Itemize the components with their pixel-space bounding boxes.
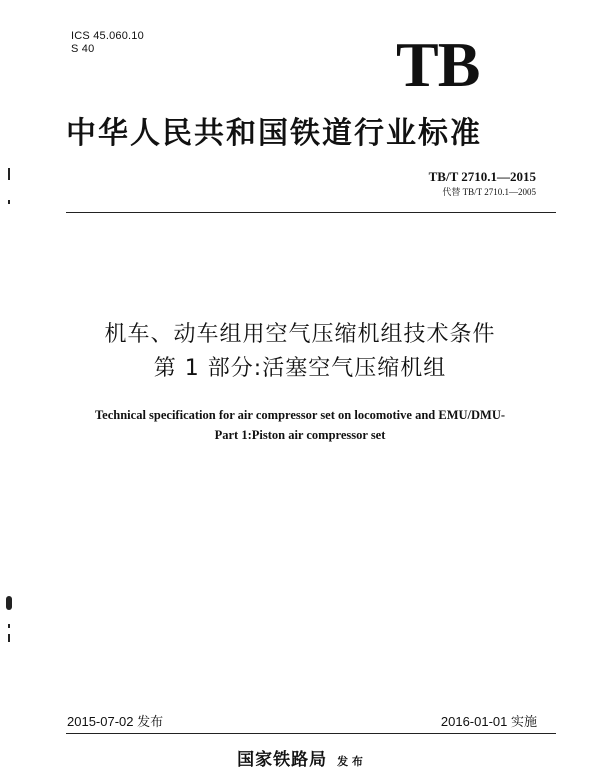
ccs-code: S 40 <box>71 43 95 55</box>
tb-logo: TB <box>396 29 480 100</box>
issue-date: 2015-07-02 发布 <box>67 714 164 729</box>
standard-number-text: TB/T 2710.1—2015 <box>428 169 536 184</box>
title-cn-line1: 机车、动车组用空气压缩机组技术条件 <box>104 322 496 347</box>
publisher-name: 国家铁路局 <box>237 750 328 770</box>
scan-artifact-1 <box>8 168 10 180</box>
publisher-verb: 发 布 <box>337 755 363 768</box>
scan-artifact-2 <box>8 200 10 204</box>
standard-type-heading: 中华人民共和国铁道行业标准 <box>66 116 482 151</box>
header-divider <box>66 212 556 213</box>
footer-divider <box>66 733 556 734</box>
implementation-date: 2016-01-01 实施 <box>440 714 537 729</box>
ics-code: ICS 45.060.10 <box>71 30 144 42</box>
scan-artifact-3 <box>6 596 12 610</box>
scan-artifact-4 <box>8 624 10 628</box>
scan-artifact-5 <box>8 634 10 642</box>
classification-block <box>71 30 144 56</box>
title-cn-line2: 第 1 部分:活塞空气压缩机组 <box>153 356 447 381</box>
publisher-line <box>0 745 600 770</box>
standard-number <box>429 169 536 184</box>
title-en-line1: Technical specification for air compressor set on locomotive and EMU/DMU- <box>94 408 506 422</box>
replaces-note: 代替 TB/T 2710.1—2005 <box>442 187 536 197</box>
title-en-line2: Part 1:Piston air compressor set <box>214 428 386 442</box>
